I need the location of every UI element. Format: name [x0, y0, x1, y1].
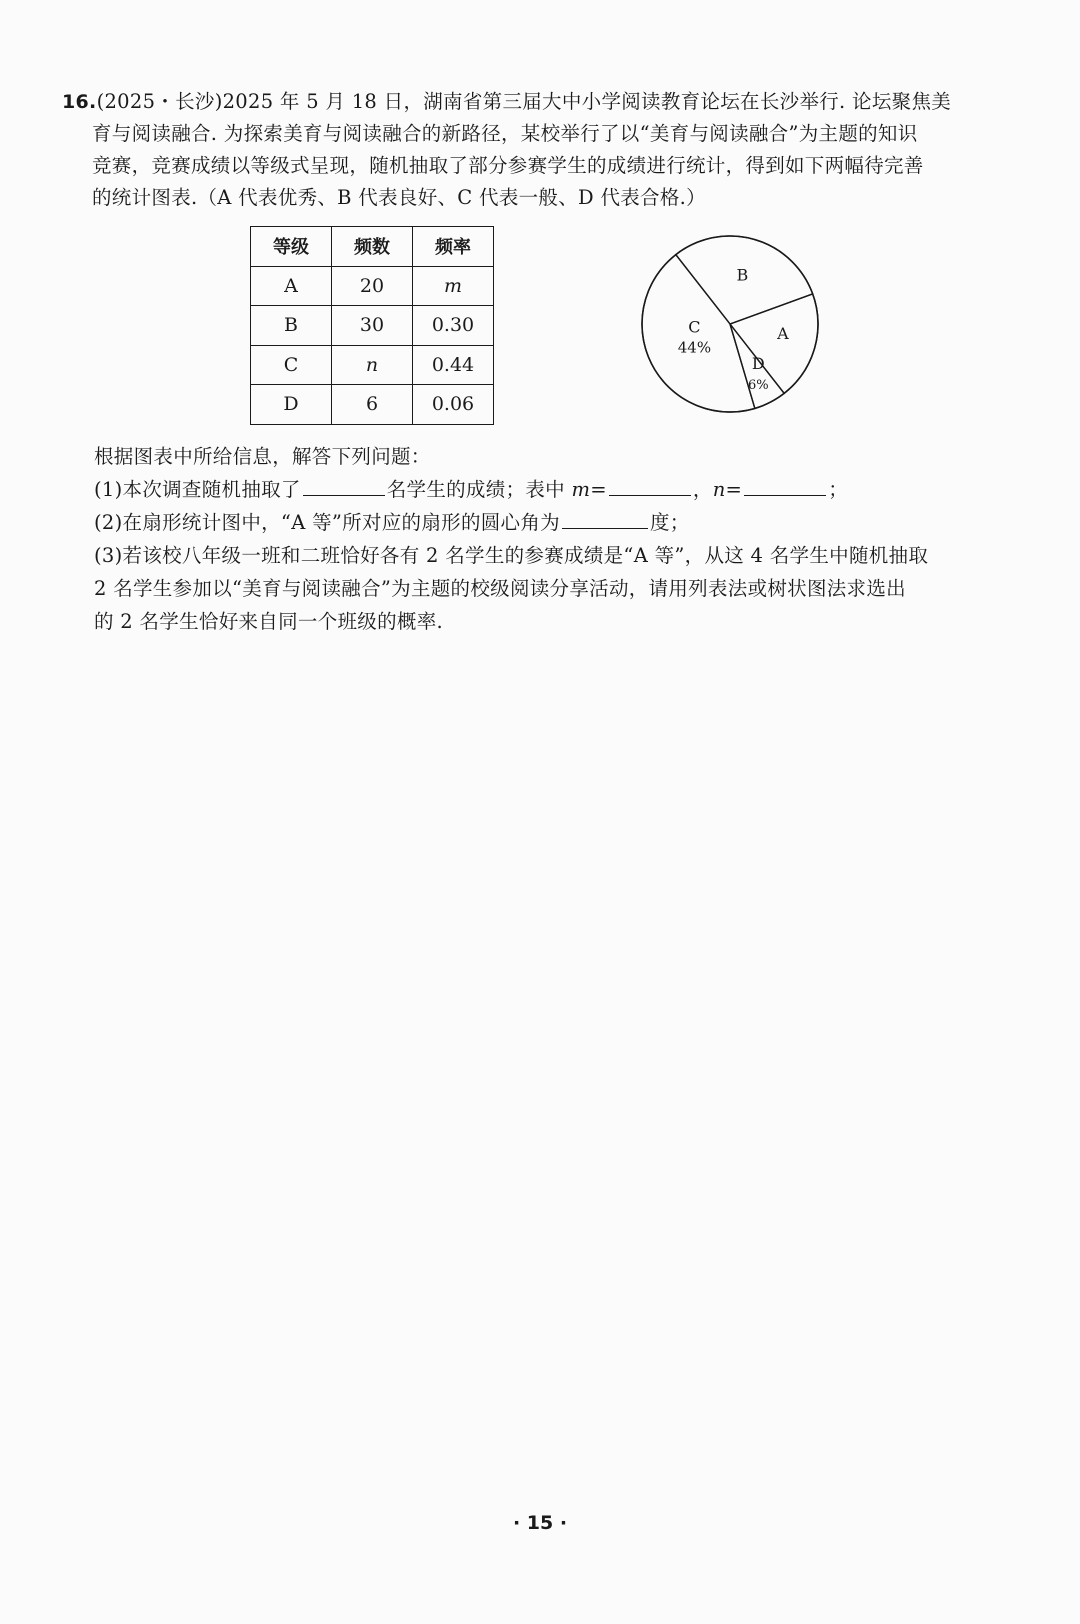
header-frequency: 频数: [332, 227, 413, 267]
q1-text-a: (1)本次调查随机抽取了: [94, 478, 301, 501]
q1-blank-n[interactable]: [744, 473, 826, 496]
header-grade: 等级: [251, 227, 332, 267]
pie-label-d: D: [751, 354, 765, 374]
pie-chart-svg: [640, 224, 840, 424]
problem-number: 16.: [62, 91, 97, 113]
q2-text-b: 度；: [649, 511, 690, 534]
q1-eq-m: =: [590, 478, 607, 501]
q1-var-m: m: [571, 478, 591, 501]
stem-line-4: 的统计图表.（A 代表优秀、B 代表良好、C 代表一般、D 代表合格.）: [92, 186, 706, 209]
table-cell: C: [251, 345, 332, 385]
problem-statement: [62, 86, 1002, 214]
table-cell: m: [413, 266, 494, 306]
stem-text-1: (2025・长沙)2025 年 5 月 18 日，湖南省第三届大中小学阅读教育论坛在长沙举行. 论坛聚焦美: [96, 90, 952, 113]
header-rate: 频率: [413, 227, 494, 267]
question-3-line-3: 的 2 名学生恰好来自同一个班级的概率.: [94, 610, 444, 633]
table-cell: A: [251, 266, 332, 306]
q1-comma: ，: [692, 478, 713, 501]
table-cell: 30: [332, 306, 413, 346]
table-row: [251, 306, 494, 346]
q1-blank-total[interactable]: [303, 473, 385, 496]
q2-text-a: (2)在扇形统计图中，“A 等”所对应的扇形的圆心角为: [94, 511, 560, 534]
question-1: [94, 473, 1014, 506]
table-cell: 0.06: [413, 385, 494, 425]
page-number: · 15 ·: [512, 1512, 568, 1534]
question-3-line-1: (3)若该校八年级一班和二班恰好各有 2 名学生的参赛成绩是“A 等”，从这 4 名学生中随机抽取: [94, 544, 929, 567]
stem-line-3: 竞赛，竞赛成绩以等级式呈现，随机抽取了部分参赛学生的成绩进行统计，得到如下两幅待完善: [92, 154, 924, 177]
q1-var-n: n: [712, 478, 726, 501]
question-2: [94, 506, 1014, 539]
table-row: [251, 385, 494, 425]
pie-chart: [640, 224, 840, 424]
frequency-table: [250, 226, 494, 425]
q1-text-b: 名学生的成绩；表中: [386, 478, 572, 501]
pie-label-b: B: [736, 265, 749, 285]
q2-blank-angle[interactable]: [562, 506, 648, 529]
q1-blank-m[interactable]: [609, 473, 691, 496]
table-row: [251, 266, 494, 306]
stem-line-2: 育与阅读融合. 为探索美育与阅读融合的新路径，某校举行了以“美育与阅读融合”为主题的知识: [92, 122, 918, 145]
table-cell: 0.44: [413, 345, 494, 385]
table-row: [251, 345, 494, 385]
table-cell: B: [251, 306, 332, 346]
q1-eq-n: =: [725, 478, 743, 501]
pie-label-c: C: [688, 317, 701, 337]
table-header-row: [251, 227, 494, 267]
table-cell: D: [251, 385, 332, 425]
questions-block: [94, 440, 1014, 638]
questions-intro: 根据图表中所给信息，解答下列问题：: [94, 445, 431, 468]
stem-line-1: [62, 86, 1002, 118]
table-cell: 6: [332, 385, 413, 425]
pie-slice-a: [730, 294, 818, 393]
q1-end: ；: [828, 478, 848, 501]
table-cell: n: [332, 345, 413, 385]
table-cell: 0.30: [413, 306, 494, 346]
table-cell: 20: [332, 266, 413, 306]
question-3-line-2: 2 名学生参加以“美育与阅读融合”为主题的校级阅读分享活动，请用列表法或树状图法求选出: [94, 577, 906, 600]
pie-label-a: A: [777, 324, 789, 344]
pie-percent-c: 44%: [677, 338, 712, 357]
pie-percent-d: 6%: [748, 378, 769, 394]
